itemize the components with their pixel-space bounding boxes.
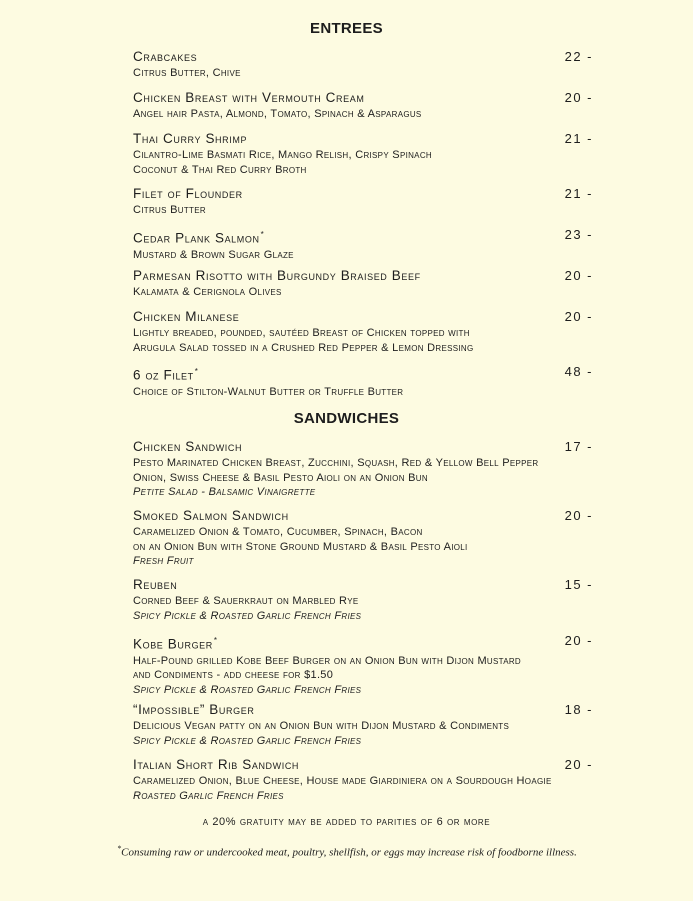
item-side: Spicy Pickle & Roasted Garlic French Fries: [133, 609, 362, 622]
item-name: Filet of Flounder: [133, 186, 243, 201]
item-description: Delicious Vegan patty on an Onion Bun with Dijon Mustard & Condiments: [133, 720, 510, 732]
menu-item: [133, 702, 593, 748]
item-side: Petite Salad - Balsamic Vinaigrette: [133, 486, 316, 498]
item-name: 6 oz Filet: [133, 367, 194, 383]
menu-item: [133, 439, 593, 500]
menu-item: [133, 268, 593, 300]
item-price: 20 -: [564, 309, 593, 324]
item-description: on an Onion Bun with Stone Ground Mustard & Basil Pesto Aioli: [133, 540, 468, 553]
item-name: Chicken Milanese: [133, 309, 240, 324]
menu-item: [133, 227, 593, 262]
raw-warning-asterisk: *: [117, 844, 122, 853]
menu-item: [133, 364, 593, 399]
item-price: 48 -: [564, 364, 593, 379]
item-description: Corned Beef & Sauerkraut on Marbled Rye: [133, 595, 359, 607]
item-name: Thai Curry Shrimp: [133, 131, 248, 146]
item-name: Reuben: [133, 577, 178, 592]
menu-item: [133, 757, 593, 803]
item-side: Spicy Pickle & Roasted Garlic French Fries: [133, 683, 362, 696]
item-price: 22 -: [564, 49, 593, 64]
item-description: Caramelized Onion, Blue Cheese, House made Giardiniera on a Sourdough Hoagie: [133, 775, 552, 787]
item-description: Caramelized Onion & Tomato, Cucumber, Spinach, Bacon: [133, 526, 423, 538]
item-side: Roasted Garlic French Fries: [133, 789, 284, 802]
item-side: Fresh Fruit: [133, 555, 194, 567]
item-description: and Condiments - add cheese for $1.50: [133, 669, 334, 681]
raw-warning-asterisk: *: [213, 636, 218, 645]
raw-warning-asterisk: *: [194, 367, 199, 376]
item-name: Chicken Breast with Vermouth Cream: [133, 90, 365, 105]
item-name: “Impossible” Burger: [133, 702, 255, 717]
item-description: Lightly breaded, pounded, sautéed Breast of Chicken topped with: [133, 327, 470, 339]
menu-item: [133, 633, 593, 697]
item-price: 20 -: [564, 633, 593, 648]
item-description: Onion, Swiss Cheese & Basil Pesto Aioli on an Onion Bun: [133, 471, 428, 484]
menu-item: [133, 508, 593, 569]
item-name: Chicken Sandwich: [133, 439, 243, 454]
item-price: 23 -: [564, 227, 593, 242]
item-name: Crabcakes: [133, 49, 198, 64]
item-description: Citrus Butter, Chive: [133, 67, 241, 79]
item-name: Parmesan Risotto with Burgundy Braised Beef: [133, 268, 421, 283]
item-price: 20 -: [564, 268, 593, 283]
food-safety-disclaimer: [0, 844, 693, 859]
menu-item: [133, 577, 593, 623]
item-price: 21 -: [564, 131, 593, 146]
menu-item: [133, 49, 593, 81]
menu-item: [133, 90, 593, 122]
menu-item: [133, 186, 593, 218]
item-price: 21 -: [564, 186, 593, 201]
item-description: Citrus Butter: [133, 204, 206, 216]
item-price: 20 -: [564, 90, 593, 105]
raw-warning-asterisk: *: [260, 230, 265, 239]
disclaimer-text: Consuming raw or undercooked meat, poultry, shellfish, or eggs may increase risk of foodborne illness.: [121, 846, 577, 859]
item-price: 17 -: [564, 439, 593, 454]
sandwiches-title: SANDWICHES: [293, 410, 400, 427]
item-side: Spicy Pickle & Roasted Garlic French Fries: [133, 734, 362, 747]
menu-item: [133, 131, 593, 177]
item-name: Kobe Burger: [133, 636, 213, 652]
item-description: Half-Pound grilled Kobe Beef Burger on an Onion Bun with Dijon Mustard: [133, 654, 522, 667]
item-price: 20 -: [564, 757, 593, 772]
entrees-title: ENTREES: [310, 20, 383, 37]
gratuity-note: a 20% gratuity may be added to parities of 6 or more: [202, 816, 491, 828]
menu-item: [133, 309, 593, 355]
item-price: 18 -: [564, 702, 593, 717]
item-description: Angel hair Pasta, Almond, Tomato, Spinach & Asparagus: [133, 108, 422, 120]
item-price: 15 -: [564, 577, 593, 592]
item-description: Kalamata & Cerignola Olives: [133, 286, 282, 298]
item-name: Italian Short Rib Sandwich: [133, 757, 300, 772]
item-description: Pesto Marinated Chicken Breast, Zucchini, Squash, Red & Yellow Bell Pepper: [133, 457, 539, 469]
item-description: Coconut & Thai Red Curry Broth: [133, 163, 307, 176]
item-price: 20 -: [564, 508, 593, 523]
item-description: Mustard & Brown Sugar Glaze: [133, 248, 294, 261]
item-description: Arugula Salad tossed in a Crushed Red Pepper & Lemon Dressing: [133, 341, 474, 354]
item-description: Choice of Stilton-Walnut Butter or Truffle Butter: [133, 385, 404, 398]
item-description: Cilantro-Lime Basmati Rice, Mango Relish, Crispy Spinach: [133, 149, 432, 161]
item-name: Cedar Plank Salmon: [133, 230, 260, 246]
item-name: Smoked Salmon Sandwich: [133, 508, 289, 523]
